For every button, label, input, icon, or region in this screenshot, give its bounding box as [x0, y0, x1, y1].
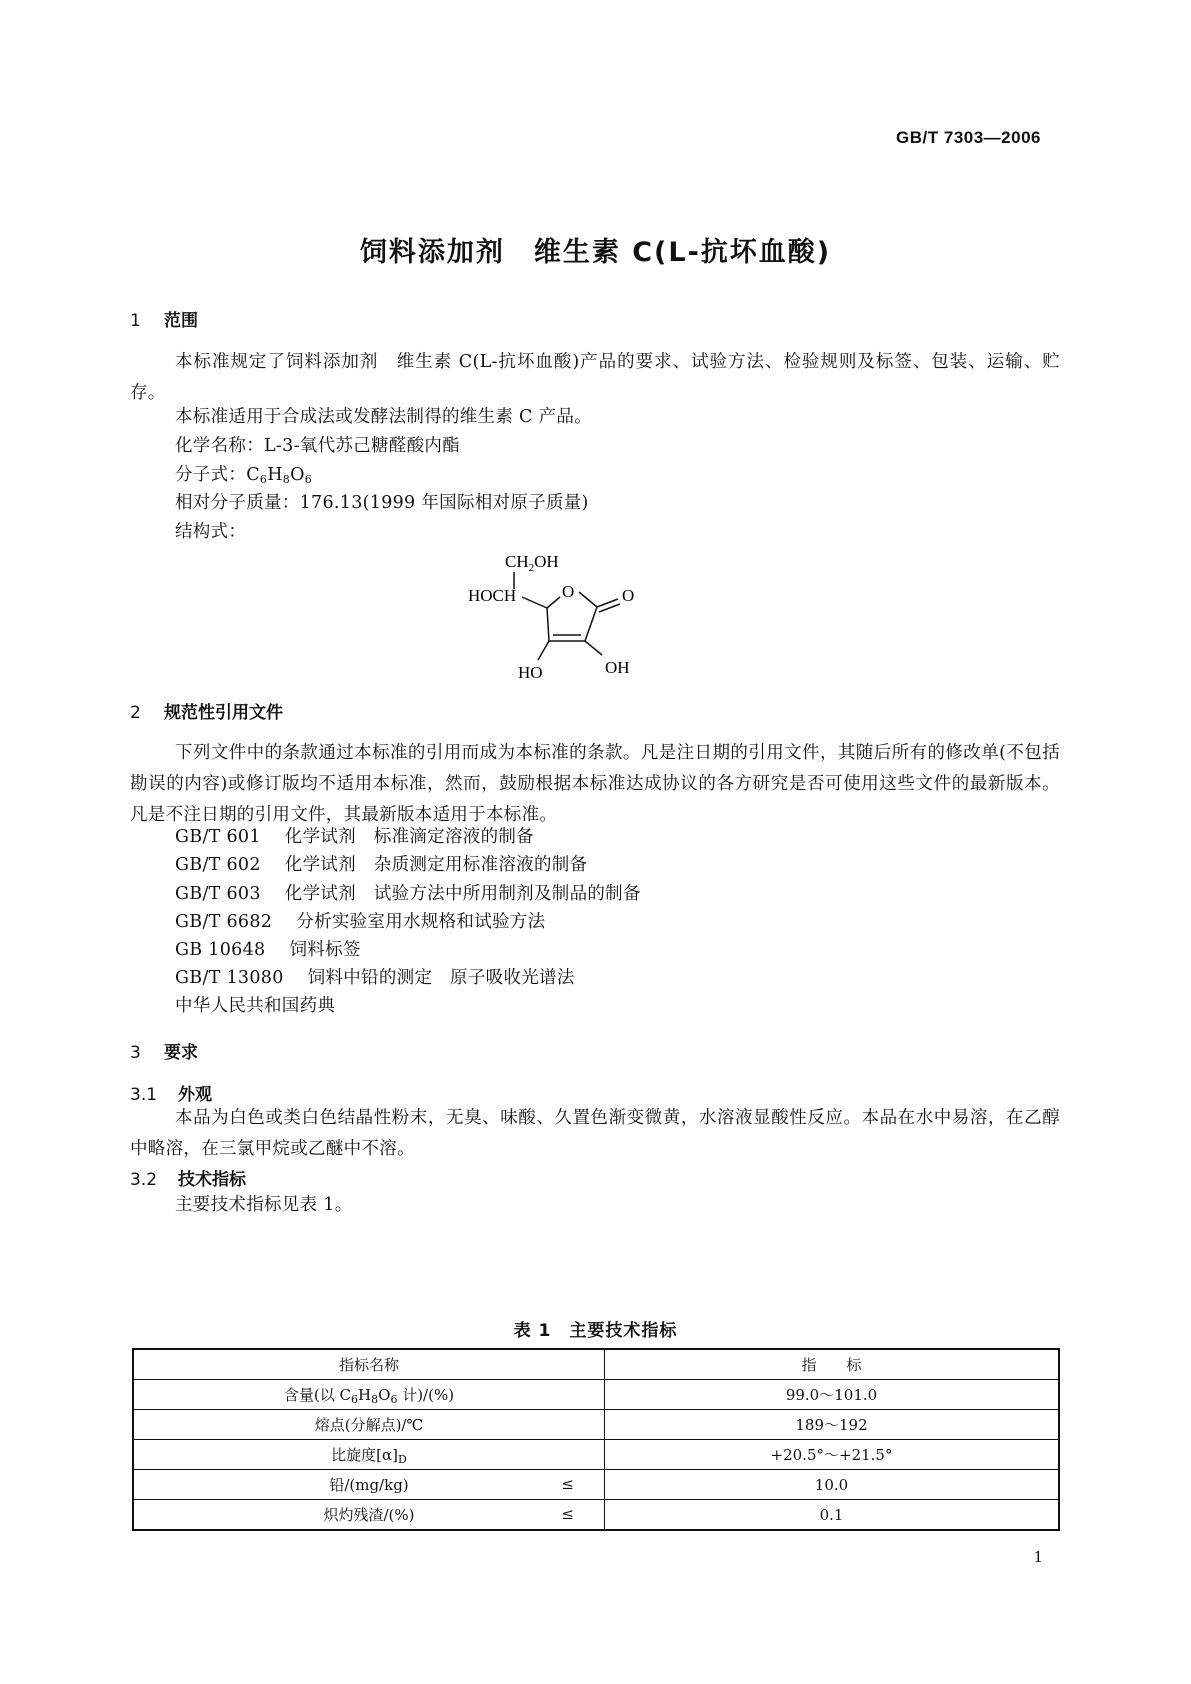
scope-paragraph-1: 本标准规定了饲料添加剂 维生素 C(L-抗坏血酸)产品的要求、试验方法、检验规则及标签、包装、运输、贮存。	[130, 352, 1061, 403]
specific-rotation-label: 比旋度[α]	[331, 1445, 398, 1464]
table-row	[133, 1380, 1059, 1410]
reference-code: GB/T 13080	[175, 968, 284, 988]
reference-title: 饲料标签	[289, 940, 361, 960]
section-1-heading	[130, 306, 198, 331]
table-caption: 表 1 主要技术指标	[513, 1321, 678, 1341]
header-indicator-name: 指标名称	[133, 1349, 605, 1380]
formula-h: H	[267, 465, 283, 485]
reference-item	[175, 907, 545, 938]
oh-bond-left	[538, 641, 549, 660]
row-name	[133, 1440, 605, 1470]
table-row	[133, 1500, 1059, 1531]
less-equal-sign: ≤	[561, 1475, 574, 1493]
reference-item	[175, 935, 361, 966]
page-number: 1	[1033, 1548, 1043, 1566]
reference-code: GB 10648	[175, 940, 266, 960]
header-indicator-value: 指 标	[605, 1349, 1060, 1380]
content-label-o: O	[378, 1385, 391, 1404]
ring-bond-c3-c4	[547, 608, 549, 641]
formula-o: O	[290, 465, 305, 485]
specs-intro: 主要技术指标见表 1。	[175, 1195, 353, 1215]
reference-title: 饲料中铅的测定 原子吸收光谱法	[307, 968, 575, 988]
subsection-number: 3.2	[130, 1170, 158, 1190]
reference-code: GB/T 602	[175, 855, 261, 875]
ring-oxygen: O	[562, 582, 575, 601]
row-value: +20.5°～+21.5°	[605, 1440, 1060, 1470]
ch2oh-label: $CH_2OH$	[505, 552, 559, 574]
formula-c-count: 6	[259, 473, 268, 486]
reference-item	[175, 850, 587, 881]
row-name	[133, 1380, 605, 1410]
carbonyl-oxygen: O	[622, 586, 635, 605]
ring-bond-o-c1	[579, 592, 597, 607]
content-label: 含量(以 C	[283, 1385, 352, 1404]
hoch-label: HOCH	[468, 586, 517, 605]
formula-o-count: 6	[304, 473, 313, 486]
section-number: 2	[130, 703, 141, 723]
table-row	[133, 1410, 1059, 1440]
ring-bond-c4-o	[547, 597, 560, 608]
content-label-unit: 计)/(%)	[397, 1385, 455, 1404]
section-3-heading	[130, 1038, 198, 1063]
normative-references-paragraph: 下列文件中的条款通过本标准的引用而成为本标准的条款。凡是注日期的引用文件，其随后所有的修改单(不包括勘误的内容)或修订版均不适用本标准，然而，鼓励根据本标准达成协议的各方研究是否可使用这些文件的最新版本。凡是不注日期的引用文件，其最新版本适用于本标准。	[130, 743, 1060, 825]
subsection-title: 技术指标	[178, 1170, 246, 1190]
chemical-name: 化学名称：L-3-氧代苏己糖醛酸内酯	[175, 436, 460, 456]
row-name	[133, 1500, 605, 1531]
scope-paragraph-2: 本标准适用于合成法或发酵法制得的维生素 C 产品。	[175, 407, 593, 427]
ring-bond-c1-c2	[585, 607, 597, 641]
formula-c: C	[246, 465, 260, 485]
reference-item	[175, 879, 641, 910]
content-label-h: H	[358, 1385, 372, 1404]
row-name: 熔点(分解点)/℃	[133, 1410, 605, 1440]
row-value: 10.0	[605, 1470, 1060, 1500]
row-value: 0.1	[605, 1500, 1060, 1531]
reference-code: GB/T 601	[175, 827, 261, 847]
specification-table	[132, 1348, 1060, 1531]
table-header-row	[133, 1349, 1059, 1380]
subsection-title: 外观	[178, 1085, 212, 1105]
residue-label: 炽灼残渣/(%)	[323, 1506, 415, 1524]
reference-code: GB/T 603	[175, 884, 261, 904]
side-chain-bond	[522, 597, 547, 608]
reference-item	[175, 963, 575, 994]
section-number: 1	[130, 311, 141, 331]
formula-label: 分子式：	[175, 465, 247, 485]
subscript: 8	[371, 1392, 379, 1406]
less-equal-sign: ≤	[561, 1505, 574, 1523]
structural-formula	[450, 545, 670, 695]
subscript: 6	[351, 1392, 359, 1406]
reference-code: GB/T 6682	[175, 912, 273, 932]
table-row	[133, 1440, 1059, 1470]
reference-item	[175, 822, 534, 853]
section-title: 规范性引用文件	[164, 703, 283, 723]
hydroxyl-right: OH	[605, 658, 630, 677]
document-title: 饲料添加剂 维生素 C(L-抗坏血酸)	[359, 237, 832, 268]
pharmacopoeia-reference: 中华人民共和国药典	[175, 996, 336, 1016]
section-2-heading	[130, 698, 283, 723]
subsection-3-1-heading	[130, 1080, 212, 1105]
lead-label: 铅/(mg/kg)	[329, 1476, 409, 1494]
row-name	[133, 1470, 605, 1500]
reference-title: 分析实验室用水规格和试验方法	[296, 912, 546, 932]
table-row	[133, 1470, 1059, 1500]
subsection-3-2-heading	[130, 1165, 246, 1190]
formula-h-count: 8	[282, 473, 291, 486]
subsection-number: 3.1	[130, 1085, 158, 1105]
molar-mass: 相对分子质量：176.13(1999 年国际相对原子质量)	[175, 493, 589, 513]
hydroxyl-left: HO	[518, 663, 543, 682]
oh-bond-right	[585, 641, 602, 655]
reference-title: 化学试剂 标准滴定溶液的制备	[284, 827, 534, 847]
row-value: 99.0～101.0	[605, 1380, 1060, 1410]
subscript: D	[398, 1452, 407, 1466]
structure-label: 结构式：	[175, 522, 247, 542]
section-number: 3	[130, 1043, 141, 1063]
section-title: 范围	[164, 311, 198, 331]
subscript: 6	[390, 1392, 398, 1406]
row-value: 189～192	[605, 1410, 1060, 1440]
reference-title: 化学试剂 试验方法中所用制剂及制品的制备	[284, 884, 641, 904]
standard-number: GB/T 7303—2006	[896, 128, 1041, 147]
section-title: 要求	[164, 1043, 198, 1063]
appearance-paragraph: 本品为白色或类白色结晶性粉末，无臭、味酸、久置色渐变微黄，水溶液显酸性反应。本品在水中易溶，在乙醇中略溶，在三氯甲烷或乙醚中不溶。	[130, 1108, 1060, 1159]
reference-title: 化学试剂 杂质测定用标准溶液的制备	[284, 855, 588, 875]
